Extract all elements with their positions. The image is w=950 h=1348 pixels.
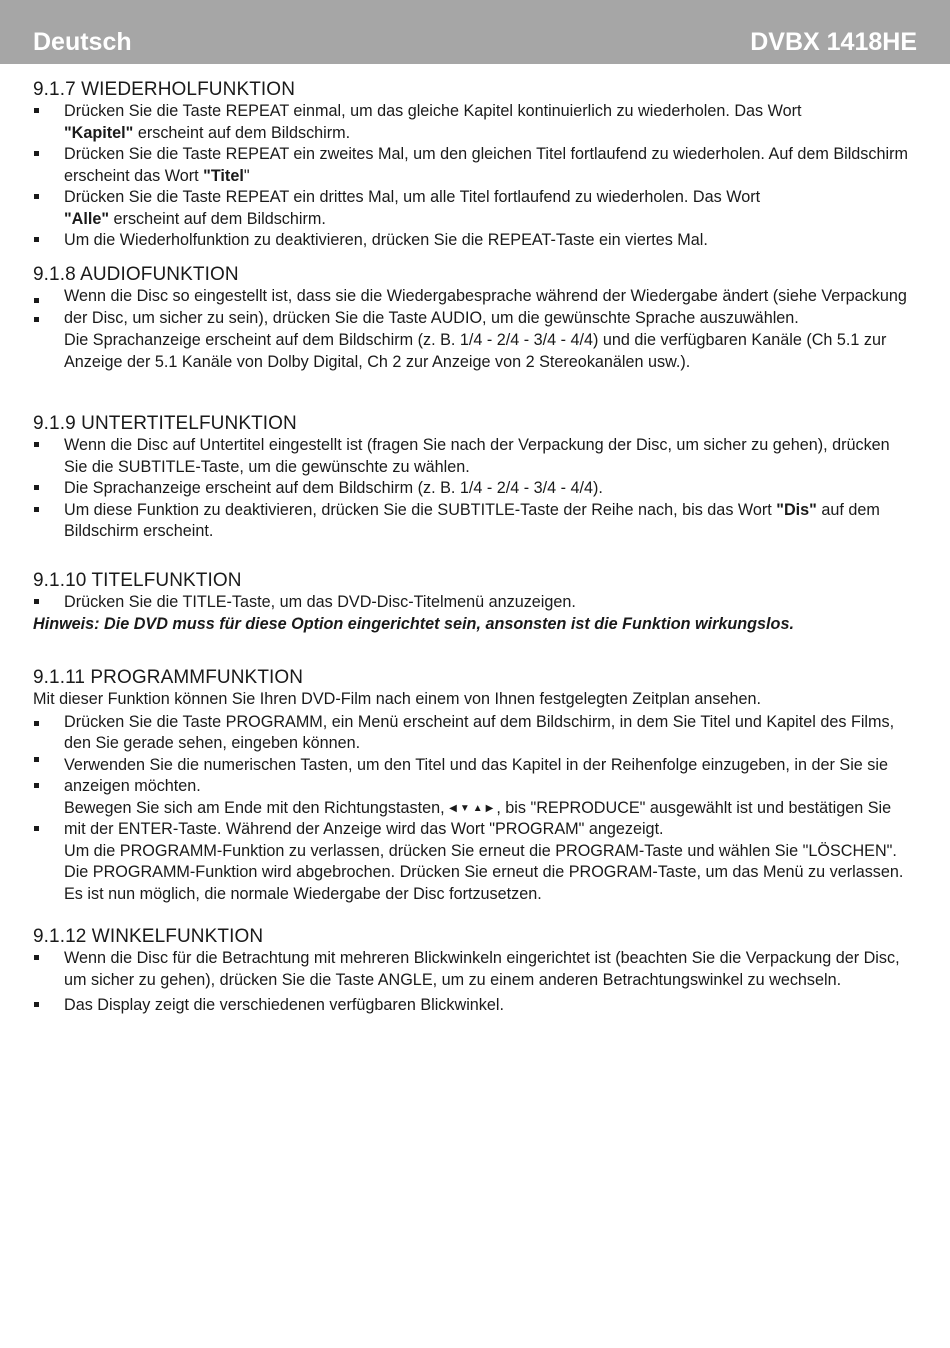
section-title: 9.1.9 UNTERTITELFUNKTION — [33, 413, 297, 434]
list-item: Drücken Sie die TITLE-Taste, um das DVD-Disc-Titelmenü anzuzeigen. — [33, 592, 913, 614]
list-item: Drücken Sie die Taste PROGRAMM, ein Menü erscheint auf dem Bildschirm, in dem Sie Titel und Kapitel des Films, den Sie gerade sehen, eingeben können. — [33, 712, 913, 755]
section-repeat — [33, 79, 913, 252]
bullet-list — [33, 948, 913, 1017]
list-item: Drücken Sie die Taste REPEAT einmal, um das gleiche Kapitel kontinuierlich zu wiederholen. Das Wort "Kapitel" erscheint auf dem Bildschirm. — [33, 101, 913, 144]
section-title: 9.1.7 WIEDERHOLFUNKTION — [33, 79, 296, 100]
bullet-icon — [34, 442, 39, 447]
list-item: Das Display zeigt die verschiedenen verfügbaren Blickwinkel. — [33, 995, 913, 1017]
list-item: Um diese Funktion zu deaktivieren, drücken Sie die SUBTITLE-Taste der Reihe nach, bis das Wort "Dis" auf dem Bildschirm erscheint. — [33, 500, 913, 543]
bullet-icon — [34, 108, 39, 113]
bullet-list — [33, 435, 913, 543]
list-item: Die Sprachanzeige erscheint auf dem Bildschirm (z. B. 1/4 - 2/4 - 3/4 - 4/4). — [33, 478, 913, 500]
bullet-icon — [34, 507, 39, 512]
bullet-icon — [34, 317, 39, 322]
section-title: 9.1.12 WINKELFUNKTION — [33, 926, 264, 947]
bullet-list — [33, 286, 913, 373]
list-item: Die Sprachanzeige erscheint auf dem Bildschirm (z. B. 1/4 - 2/4 - 3/4 - 4/4) und die verfügbaren Kanäle (Ch 5.1 zur Anzeige der 5.1 Kanäle von Dolby Digital, Ch 2 zur Anzeige von 2 Stereokanälen usw.). — [33, 330, 913, 373]
section-audio — [33, 264, 913, 373]
list-item: Bewegen Sie sich am Ende mit den Richtungstasten, ◀▼▲▶, bis "REPRODUCE" ausgewählt ist und bestätigen Sie mit der ENTER-Taste. Während der Anzeige wird das Wort "PROGRAM" angezeigt. — [33, 798, 913, 841]
bullet-icon — [34, 955, 39, 960]
section-title: 9.1.11 PROGRAMMFUNKTION — [33, 667, 304, 688]
note-text: Hinweis: Die DVD muss für diese Option eingerichtet sein, ansonsten ist die Funktion wirkungslos. — [33, 614, 794, 633]
section-title: 9.1.10 TITELFUNKTION — [33, 570, 242, 591]
bullet-list — [33, 592, 913, 614]
bullet-icon — [34, 194, 39, 199]
bullet-icon — [34, 783, 39, 788]
bullet-icon — [34, 599, 39, 604]
list-item: Um die Wiederholfunktion zu deaktivieren, drücken Sie die REPEAT-Taste ein viertes Mal. — [33, 230, 913, 252]
intro-text: Mit dieser Funktion können Sie Ihren DVD-Film nach einem von Ihnen festgelegten Zeitplan ansehen. — [33, 690, 761, 708]
bullet-list — [33, 101, 913, 252]
list-item: Wenn die Disc so eingestellt ist, dass sie die Wiedergabesprache während der Wiedergabe ändert (siehe Verpackung der Disc, um sicher zu sein), drücken Sie die Taste AUDIO, um die gewünschte Sprache auszuwählen. — [33, 286, 913, 329]
section-program — [33, 667, 913, 905]
list-item: Drücken Sie die Taste REPEAT ein drittes Mal, um alle Titel fortlaufend zu wiederholen. Das Wort "Alle" erscheint auf dem Bildschirm. — [33, 187, 913, 230]
bullet-icon — [34, 298, 39, 303]
list-item: Wenn die Disc für die Betrachtung mit mehreren Blickwinkeln eingerichtet ist (beachten Sie die Verpackung der Disc, um sicher zu gehen), drücken Sie die Taste ANGLE, um zu einem anderen Betrachtungswinkel zu wechseln. — [33, 948, 913, 991]
header-language: Deutsch — [33, 28, 132, 56]
bullet-icon — [34, 485, 39, 490]
list-item: Drücken Sie die Taste REPEAT ein zweites Mal, um den gleichen Titel fortlaufend zu wiederholen. Auf dem Bildschirm erscheint das Wort "Titel" — [33, 144, 913, 187]
list-item: Verwenden Sie die numerischen Tasten, um den Titel und das Kapitel in der Reihenfolge einzugeben, in der Sie sie anzeigen möchten. — [33, 755, 913, 798]
section-subtitle — [33, 413, 913, 543]
list-item: Um die PROGRAMM-Funktion zu verlassen, drücken Sie erneut die PROGRAM-Taste und wählen Sie "LÖSCHEN". Die PROGRAMM-Funktion wird abgebrochen. Drücken Sie erneut die PROGRAM-Taste, um das Menü zu verlassen. Es ist nun möglich, die normale Wiedergabe der Disc fortzusetzen. — [33, 841, 913, 906]
bullet-icon — [34, 826, 39, 831]
direction-arrows-icon: ◀▼▲▶ — [449, 802, 497, 814]
section-title: 9.1.8 AUDIOFUNKTION — [33, 264, 239, 285]
bullet-icon — [34, 757, 39, 762]
bullet-icon — [34, 151, 39, 156]
page-header — [0, 0, 950, 64]
list-item: Wenn die Disc auf Untertitel eingestellt ist (fragen Sie nach der Verpackung der Disc, um sicher zu gehen), drücken Sie die SUBTITLE-Taste, um die gewünschte zu wählen. — [33, 435, 913, 478]
header-model: DVBX 1418HE — [750, 28, 917, 56]
bullet-icon — [34, 237, 39, 242]
section-angle — [33, 926, 913, 1017]
bullet-icon — [34, 1002, 39, 1007]
bullet-icon — [34, 721, 39, 726]
bullet-list — [33, 712, 913, 906]
section-title-function — [33, 570, 913, 635]
